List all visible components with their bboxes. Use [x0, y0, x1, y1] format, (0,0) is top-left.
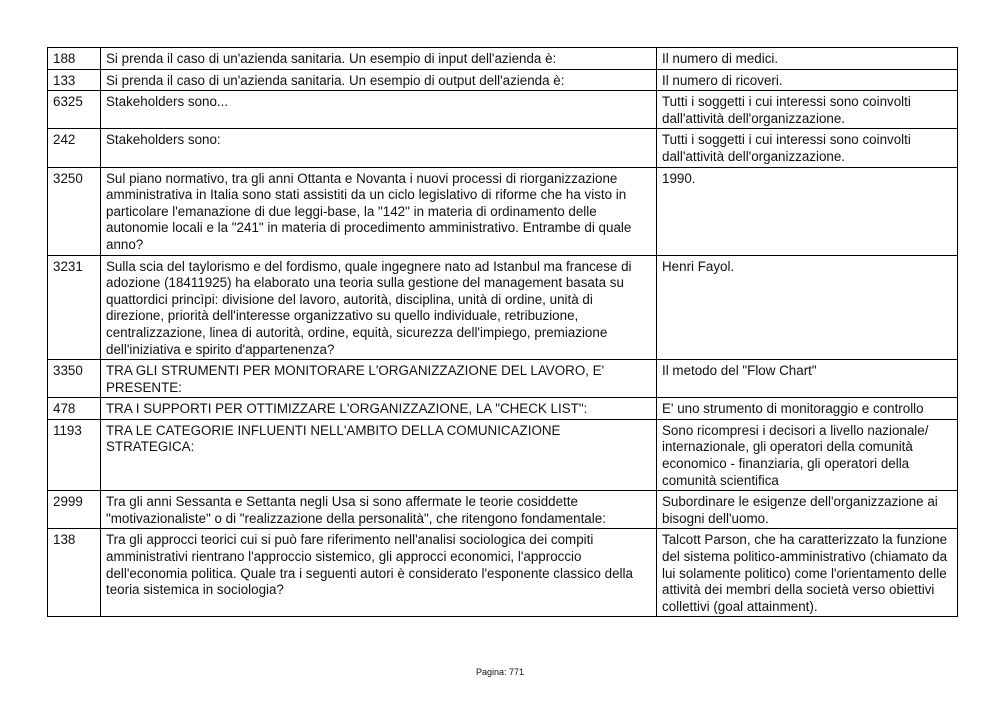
question-id: 242: [48, 129, 101, 167]
question-id: 3250: [48, 167, 101, 255]
table-row: [48, 69, 958, 91]
question-text: TRA I SUPPORTI PER OTTIMIZZARE L'ORGANIZZAZIONE, LA "CHECK LIST":: [101, 398, 657, 420]
question-text: Stakeholders sono...: [101, 91, 657, 129]
question-id: 3350: [48, 360, 101, 398]
question-text: TRA LE CATEGORIE INFLUENTI NELL'AMBITO DELLA COMUNICAZIONE STRATEGICA:: [101, 419, 657, 490]
table-row: [48, 91, 958, 129]
answer-text: E' uno strumento di monitoraggio e controllo: [657, 398, 958, 420]
question-answer-table: [47, 47, 958, 617]
table-row: [48, 129, 958, 167]
table-row: [48, 491, 958, 529]
question-text: Si prenda il caso di un'azienda sanitaria. Un esempio di output dell'azienda è:: [101, 69, 657, 91]
question-id: 138: [48, 529, 101, 617]
question-text: Stakeholders sono:: [101, 129, 657, 167]
page-number: Pagina: 771: [475, 667, 525, 677]
answer-text: Henri Fayol.: [657, 255, 958, 360]
question-text: TRA GLI STRUMENTI PER MONITORARE L'ORGANIZZAZIONE DEL LAVORO, E' PRESENTE:: [101, 360, 657, 398]
question-id: 6325: [48, 91, 101, 129]
question-id: 3231: [48, 255, 101, 360]
question-id: 188: [48, 48, 101, 70]
table-row: [48, 360, 958, 398]
answer-text: Sono ricompresi i decisori a livello nazionale/ internazionale, gli operatori della comunità economico - finanziaria, gli operatori della comunità scientifica: [657, 419, 958, 490]
table-row: [48, 398, 958, 420]
answer-text: Tutti i soggetti i cui interessi sono coinvolti dall'attività dell'organizzazione.: [657, 91, 958, 129]
answer-text: Il metodo del "Flow Chart": [657, 360, 958, 398]
question-text: Sul piano normativo, tra gli anni Ottanta e Novanta i nuovi processi di riorganizzazione amministrativa in Italia sono stati assistiti da un ciclo legislativo di riforme che ha visto in particolare l'emanazione di due leggi-base, la "142" in materia di ordinamento delle autonomie locali e la "241" in materia di procedimento amministrativo. Entrambe di quale anno?: [101, 167, 657, 255]
answer-text: Il numero di ricoveri.: [657, 69, 958, 91]
answer-text: Subordinare le esigenze dell'organizzazione ai bisogni dell'uomo.: [657, 491, 958, 529]
question-text: Tra gli approcci teorici cui si può fare riferimento nell'analisi sociologica dei compiti amministrativi rientrano l'approccio sistemico, gli approcci economici, l'approccio dell'economia politica. Quale tra i seguenti autori è considerato l'esponente classico della teoria sistemica in sociologia?: [101, 529, 657, 617]
question-text: Si prenda il caso di un'azienda sanitaria. Un esempio di input dell'azienda è:: [101, 48, 657, 70]
answer-text: Talcott Parson, che ha caratterizzato la funzione del sistema politico-amministrativo (chiamato da lui solamente politico) come l'orientamento delle attività dei membri della società verso obiettivi collettivi (goal attainment).: [657, 529, 958, 617]
table-row: [48, 255, 958, 360]
question-text: Sulla scia del taylorismo e del fordismo, quale ingegnere nato ad Istanbul ma francese di adozione (18411925) ha elaborato una teoria sulla gestione del management basata su quattordici princìpi: divisione del lavoro, autorità, disciplina, unità di ordine, unità di direzione, priorità dell'interesse organizzativo su quello individuale, retribuzione, centralizzazione, linea di autorità, ordine, equità, sicurezza dell'impiego, premiazione dell'iniziativa e spirito d'appartenenza?: [101, 255, 657, 360]
table-row: [48, 167, 958, 255]
answer-text: Il numero di medici.: [657, 48, 958, 70]
question-text: Tra gli anni Sessanta e Settanta negli Usa si sono affermate le teorie cosiddette "motivazionaliste" o di "realizzazione della personalità", che ritengono fondamentale:: [101, 491, 657, 529]
table-row: [48, 419, 958, 490]
answer-text: 1990.: [657, 167, 958, 255]
table-row: [48, 48, 958, 70]
question-id: 1193: [48, 419, 101, 490]
question-id: 478: [48, 398, 101, 420]
answer-text: Tutti i soggetti i cui interessi sono coinvolti dall'attività dell'organizzazione.: [657, 129, 958, 167]
question-id: 133: [48, 69, 101, 91]
question-id: 2999: [48, 491, 101, 529]
table-row: [48, 529, 958, 617]
